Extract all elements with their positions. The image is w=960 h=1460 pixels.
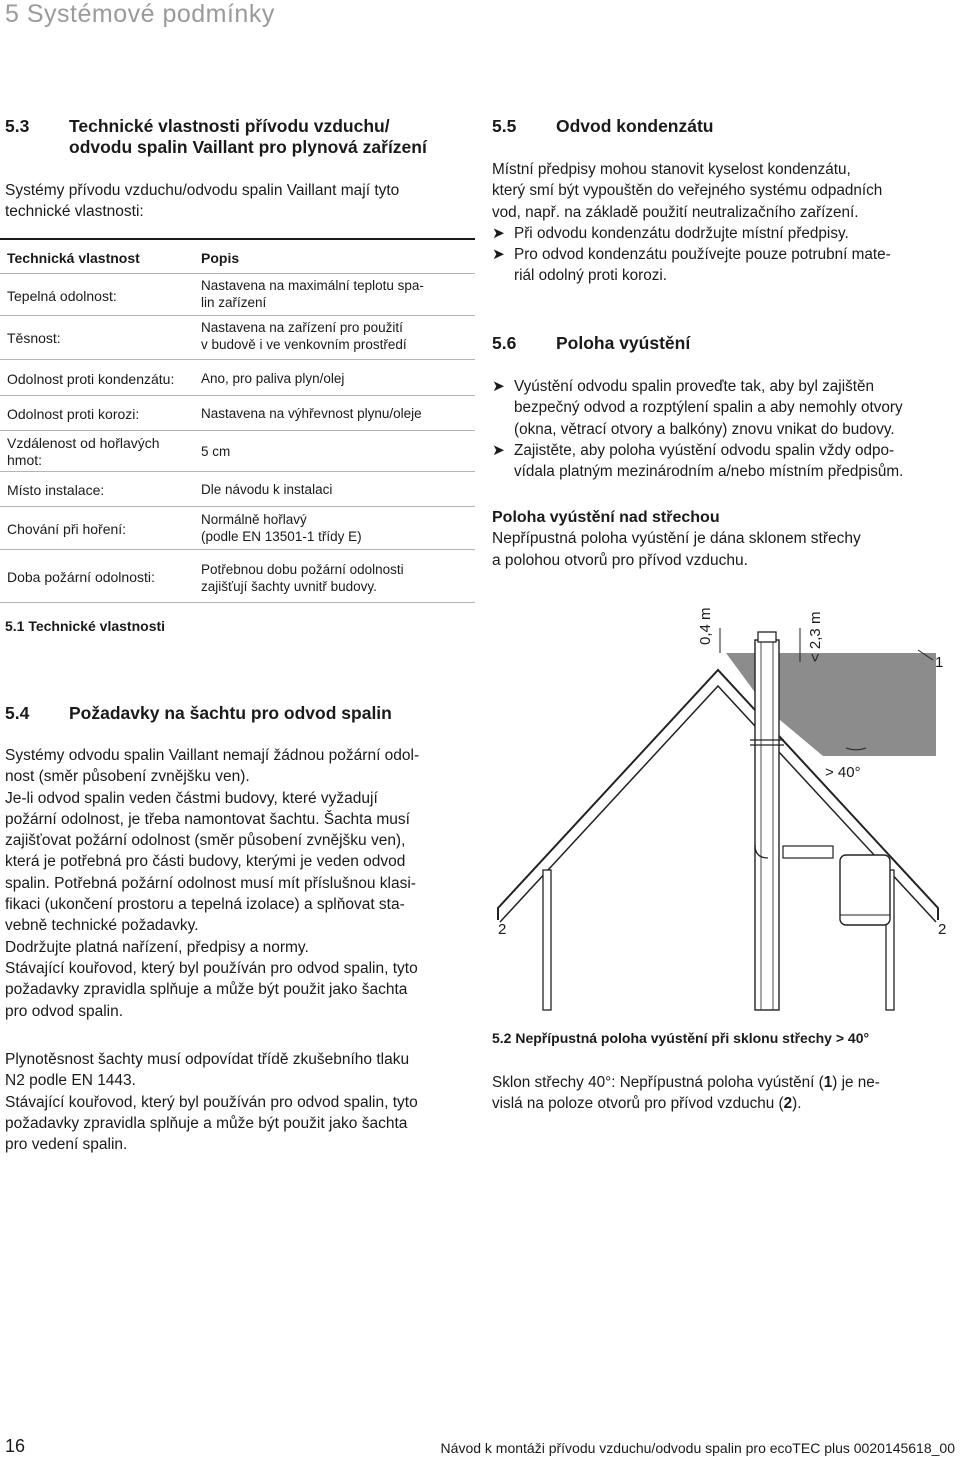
bullet-item bbox=[492, 440, 958, 483]
table-rule bbox=[0, 602, 475, 603]
table-top-rule bbox=[0, 238, 475, 240]
section-5-5-body bbox=[492, 159, 954, 287]
table-cell-description bbox=[201, 562, 404, 595]
desc-line: Nastavena na maximální teplotu spa- bbox=[201, 278, 424, 293]
figure-caption: 5.2 Nepřípustná poloha vyústění při sklonu střechy > 40° bbox=[492, 1030, 870, 1046]
arrow-right-icon: ➤ bbox=[492, 378, 505, 395]
table-rule bbox=[0, 430, 475, 431]
technical-properties-table bbox=[0, 238, 475, 616]
arrow-right-icon: ➤ bbox=[492, 224, 505, 242]
section-number: 5.4 bbox=[5, 703, 30, 723]
bullet-item bbox=[492, 223, 954, 244]
table-cell-property: Doba požární odolnosti: bbox=[7, 569, 155, 585]
section-number: 5.6 bbox=[492, 333, 517, 353]
section-5-6-body bbox=[492, 376, 958, 482]
section-title: Poloha vyústění bbox=[556, 333, 691, 353]
body-line: Místní předpisy mohou stanovit kyselost kondenzátu, bbox=[492, 161, 851, 178]
section-title: Požadavky na šachtu pro odvod spalin bbox=[69, 703, 392, 723]
bullet-text: Pro odvod kondenzátu používejte pouze potrubní mate- bbox=[514, 246, 891, 264]
section-number: 5.5 bbox=[492, 116, 517, 136]
body-line: zajišťovat požární odolnost (směr působení zvnějšku ven), bbox=[5, 832, 406, 850]
footer-document-title: Návod k montáži přívodu vzduchu/odvodu spalin pro ecoTEC plus 0020145618_00 bbox=[440, 1440, 955, 1456]
table-cell-property: Tepelná odolnost: bbox=[7, 288, 117, 304]
page-number: 16 bbox=[5, 1436, 26, 1456]
arrow-right-icon: ➤ bbox=[492, 246, 505, 264]
label-1: 1 bbox=[935, 654, 944, 671]
roof-position-block bbox=[492, 507, 954, 571]
label-2-left: 2 bbox=[498, 921, 507, 938]
table-rule bbox=[0, 359, 475, 360]
chapter-heading: 5 Systémové podmínky bbox=[5, 0, 275, 28]
body-line: Plynotěsnost šachty musí odpovídat třídě zkušebního tlaku bbox=[5, 1051, 410, 1068]
section-5-3-intro bbox=[5, 180, 475, 223]
bullet-list bbox=[492, 223, 954, 287]
table-header-description: Popis bbox=[201, 250, 240, 266]
table-rule bbox=[0, 273, 475, 274]
body-line: vebně technické požadavky. bbox=[5, 917, 199, 935]
desc-line: Normálně hořlavý bbox=[201, 512, 307, 527]
label-2-right: 2 bbox=[938, 921, 947, 938]
bullet-item bbox=[492, 244, 954, 287]
table-rule bbox=[0, 506, 475, 507]
table-cell-property: Odolnost proti korozi: bbox=[7, 406, 140, 422]
desc-line: (podle EN 13501-1 třídy E) bbox=[201, 528, 362, 544]
section-number: 5.3 bbox=[5, 116, 30, 136]
bullet-text: vídala platným mezinárodním a/nebo místním předpisům. bbox=[514, 463, 904, 481]
body-line: nost (směr působení zvnějšku ven). bbox=[5, 768, 250, 786]
flue-terminal bbox=[758, 632, 776, 642]
table-rule bbox=[0, 395, 475, 396]
table-header-property: Technická vlastnost bbox=[7, 250, 140, 266]
body-line: Dodržujte platná nařízení, předpisy a normy. bbox=[5, 938, 309, 956]
figure-description bbox=[492, 1072, 958, 1115]
body-line: Systémy odvodu spalin Vaillant nemají žádnou požární odol- bbox=[5, 747, 420, 764]
body-line: požadavky zpravidla splňuje a může být použit jako šachta bbox=[5, 981, 408, 999]
table-caption: 5.1 Technické vlastnosti bbox=[5, 618, 166, 634]
body-line: N2 podle EN 1443. bbox=[5, 1072, 136, 1090]
section-5-4-heading bbox=[5, 703, 475, 725]
table-cell-description bbox=[201, 320, 407, 353]
table-cell-property: Těsnost: bbox=[7, 330, 61, 346]
desc-line: v budově i ve venkovním prostředí bbox=[201, 336, 407, 352]
property-line: hmot: bbox=[7, 452, 43, 468]
body-line: Stávající kouřovod, který byl používán pro odvod spalin, tyto bbox=[5, 959, 418, 977]
table-cell-description: Ano, pro paliva plyn/olej bbox=[201, 371, 345, 386]
body-line: Nepřípustná poloha vyústění je dána sklonem střechy bbox=[492, 530, 861, 548]
table-cell-property: Místo instalace: bbox=[7, 482, 105, 498]
label-0-4m: 0,4 m bbox=[697, 607, 714, 645]
body-line: pro vedení spalin. bbox=[5, 1136, 128, 1154]
bullet-text: bezpečný odvod a rozptýlení spalin a aby nemohly otvory bbox=[514, 399, 903, 417]
flue-pipe bbox=[755, 640, 779, 1010]
label-angle: > 40° bbox=[825, 764, 861, 781]
table-rule bbox=[0, 549, 475, 550]
horizontal-pipe bbox=[783, 846, 833, 858]
subsection-title: Poloha vyústění nad střechou bbox=[492, 509, 720, 526]
desc-line: Nastavena na zařízení pro použití bbox=[201, 320, 403, 335]
section-title: Odvod kondenzátu bbox=[556, 116, 714, 136]
table-cell-description: Dle návodu k instalaci bbox=[201, 482, 333, 497]
section-5-4-body-2 bbox=[5, 1049, 480, 1155]
body-line: spalin. Potřebná požární odolnost musí mít příslušnou klasi- bbox=[5, 874, 416, 892]
bullet-text: Zajistěte, aby poloha vyústění odvodu spalin vždy odpo- bbox=[514, 441, 895, 459]
section-5-5-heading bbox=[492, 116, 952, 138]
bullet-item bbox=[492, 376, 958, 440]
section-5-4-body bbox=[5, 745, 480, 1022]
roof-flue-diagram bbox=[488, 590, 958, 1020]
intro-line: technické vlastnosti: bbox=[5, 203, 144, 221]
section-title-line2: odvodu spalin Vaillant pro plynová zařízení bbox=[69, 137, 427, 157]
body-line: který smí být vypouštěn do veřejného systému odpadních bbox=[492, 182, 883, 200]
left-wall bbox=[543, 870, 551, 1010]
description-line: Sklon střechy 40°: Nepřípustná poloha vyústění (1) je ne- bbox=[492, 1074, 880, 1091]
bullet-text: Při odvodu kondenzátu dodržujte místní předpisy. bbox=[514, 224, 849, 242]
body-line: která je potřebná pro části budovy, kterými je veden odvod bbox=[5, 853, 406, 871]
table-cell-description: Nastavena na výhřevnost plynu/oleje bbox=[201, 406, 422, 421]
body-line: vod, např. na základě použití neutralizačního zařízení. bbox=[492, 203, 859, 221]
body-line: fikaci (ukončení prostoru a tepelná izolace) a splňovat sta- bbox=[5, 896, 405, 914]
body-line: Je-li odvod spalin veden částmi budovy, které vyžadují bbox=[5, 789, 378, 807]
body-line: pro odvod spalin. bbox=[5, 1002, 124, 1020]
bullet-text: (okna, větrací otvory a balkóny) znovu vnikat do budovy. bbox=[514, 420, 895, 438]
body-line: požární odolnost, je třeba namontovat šachtu. Šachta musí bbox=[5, 810, 410, 828]
section-5-3-heading bbox=[5, 116, 475, 160]
description-line: vislá na poloze otvorů pro přívod vzduchu (2). bbox=[492, 1095, 802, 1113]
bullet-text: riál odolný proti korozi. bbox=[514, 267, 668, 285]
section-title-line1: Technické vlastnosti přívodu vzduchu/ bbox=[69, 116, 390, 136]
body-line: a polohou otvorů pro přívod vzduchu. bbox=[492, 551, 748, 569]
bullet-list bbox=[492, 376, 958, 482]
bullet-text: Vyústění odvodu spalin proveďte tak, aby byl zajištěn bbox=[514, 378, 875, 395]
table-cell-description bbox=[201, 512, 362, 545]
desc-line: lin zařízení bbox=[201, 294, 267, 310]
property-line: Vzdálenost od hořlavých bbox=[7, 435, 160, 451]
table-cell-property: Odolnost proti kondenzátu: bbox=[7, 371, 175, 387]
label-2-3m: < 2,3 m bbox=[807, 611, 824, 662]
table-cell-description bbox=[201, 278, 424, 311]
intro-line: Systémy přívodu vzduchu/odvodu spalin Vaillant mají tyto bbox=[5, 182, 400, 199]
desc-line: zajišťují šachty uvnitř budovy. bbox=[201, 578, 377, 594]
table-cell-property: Chování při hoření: bbox=[7, 521, 127, 537]
table-rule bbox=[0, 471, 475, 472]
section-5-6-heading bbox=[492, 333, 952, 355]
table-cell-description: 5 cm bbox=[201, 444, 231, 459]
table-cell-property bbox=[7, 435, 160, 469]
body-line: požadavky zpravidla splňuje a může být použit jako šachta bbox=[5, 1114, 408, 1132]
table-rule bbox=[0, 315, 475, 316]
desc-line: Potřebnou dobu požární odolnosti bbox=[201, 562, 404, 577]
arrow-right-icon: ➤ bbox=[492, 441, 505, 459]
body-line: Stávající kouřovod, který byl používán pro odvod spalin, tyto bbox=[5, 1093, 418, 1111]
